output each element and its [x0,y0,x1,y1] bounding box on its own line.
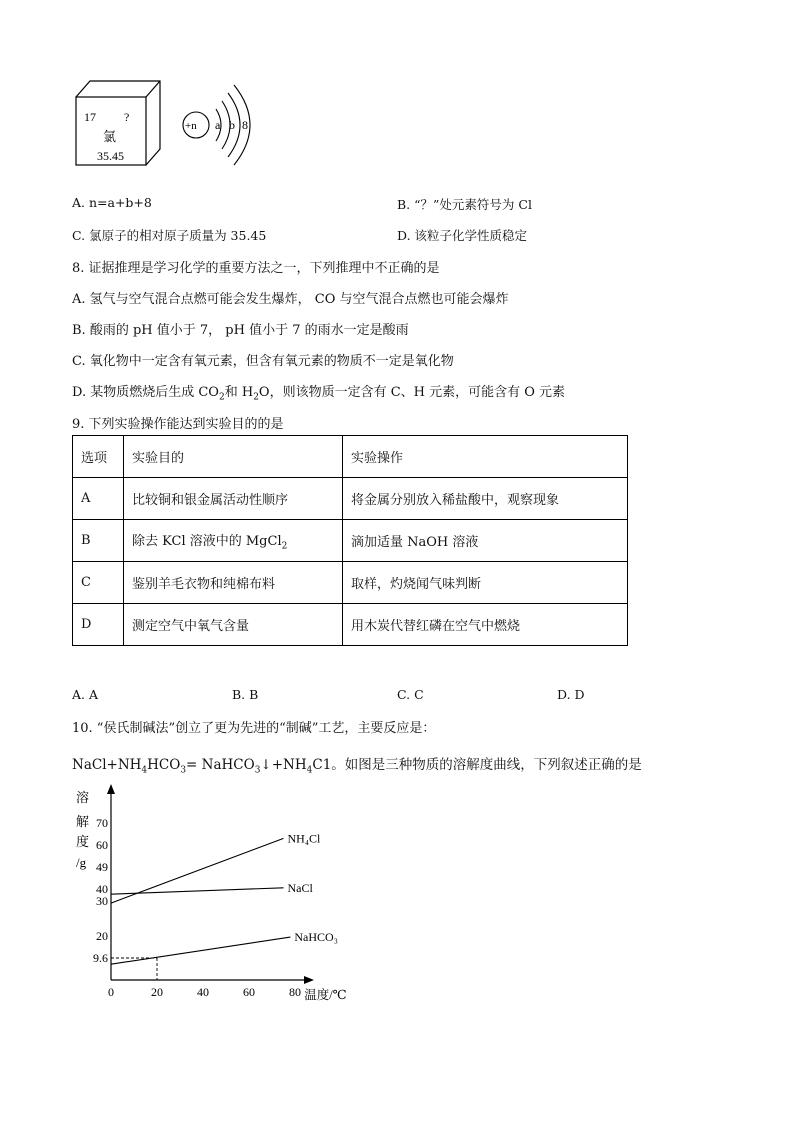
element-figure [70,75,270,175]
y-tick-label: 70 [96,816,108,830]
q8-option-a: A. 氢气与空气混合点燃可能会发生爆炸， CO 与空气混合点燃也可能会爆炸 [72,292,509,307]
element-name: 氯 [103,129,117,144]
q8-stem: 8. 证据推理是学习化学的重要方法之一，下列推理中不正确的是 [72,261,440,276]
table-row [73,520,628,562]
q8-option-d: D. 某物质燃烧后生成 $CO_2$和 $H_2O$，则该物质一定含有 C、H 元素，可能含有 O 元素 [72,385,566,403]
x-tick-label: 20 [151,985,163,999]
q10-equation: $NaCl+NH_4HCO_3=$ $NaHCO_3↓+NH_4C1$。如图是三种物质的溶解度曲线，下列叙述正确的是 [72,757,642,776]
y-axis-label: 溶 [76,790,90,805]
q8-option-b: B. 酸雨的 pH 值小于 7， pH 值小于 7 的雨水一定是酸雨 [72,323,409,338]
x-axis-arrow [304,976,314,984]
y-tick-label: 40 [96,882,108,896]
row-operation: 用木炭代替红磷在空气中燃烧 [343,604,628,646]
y-axis-label: 度 [76,834,90,849]
x-tick-label: 40 [197,985,209,999]
row-operation: 取样，灼烧闻气味判断 [343,562,628,604]
row-option: A [73,478,124,520]
relative-mass: 35.45 [97,149,124,163]
series-label-nh4cl: NH₄Cl [287,831,321,846]
q7-option-d: D. 该粒子化学性质稳定 [397,228,528,243]
element-symbol: ? [124,110,130,124]
y-axis-label: 解 [76,814,90,829]
q10-stem: 10. “侯氏制碱法”创立了更为先进的“制碱”工艺，主要反应是： [72,721,436,736]
atomic-number: 17 [84,110,96,124]
solubility-chart [66,780,366,1010]
header-operation: 实验操作 [343,436,628,478]
chart-labels [76,790,347,1002]
q9-answer-a: A. A [72,687,99,702]
row-option: C [73,562,124,604]
q7-option-c: C. 氯原子的相对原子质量为 35.45 [72,228,267,243]
q9-answer-b: B. B [232,687,259,702]
x-tick-label: 60 [243,985,255,999]
x-tick-label: 0 [108,985,114,999]
series-label-nacl: NaCl [287,880,313,895]
x-tick-label: 80 [289,985,301,999]
y-axis-label: /g [76,855,87,870]
row-purpose: 比较铜和银金属活动性顺序 [124,478,343,520]
q9-answer-c: C. C [397,687,424,702]
row-operation: 将金属分别放入稀盐酸中，观察现象 [343,478,628,520]
row-purpose: 测定空气中氧气含量 [124,604,343,646]
table-row [73,604,628,646]
row-option: B [73,520,124,562]
chart-axes [107,784,314,984]
nucleus-charge: +n [185,120,197,132]
header-purpose: 实验目的 [124,436,343,478]
q9-stem: 9. 下列实验操作能达到实验目的的是 [72,417,284,432]
table-header-row [73,436,628,478]
y-tick-label: 9.6 [93,951,108,965]
q8-option-c: C. 氧化物中一定含有氧元素，但含有氧元素的物质不一定是氧化物 [72,354,454,369]
table-row [73,478,628,520]
q7-option-a: A. n=a+b+8 [72,195,152,210]
y-tick-label: 60 [96,838,108,852]
shell-3-electrons: 8 [242,118,248,132]
series-line-nacl [111,888,284,894]
header-option: 选项 [73,436,124,478]
shell-2-electrons: b [229,118,235,132]
table-row [73,562,628,604]
series-label-nahco3: NaHCO₃ [294,930,338,945]
x-axis-label: 温度/℃ [304,988,347,1002]
q7-option-b: B. “？”处元素符号为 Cl [397,197,532,212]
y-tick-label: 30 [96,894,108,908]
row-purpose: 鉴别羊毛衣物和纯棉布料 [124,562,343,604]
y-tick-label: 20 [96,929,108,943]
row-operation: 滴加适量 NaOH 溶液 [343,520,628,562]
y-axis-arrow [107,784,115,794]
experiment-table [72,435,628,646]
row-purpose: 除去 KCl 溶液中的 MgCl$_2$ [124,520,343,562]
chart-marks [111,838,290,980]
q9-answer-d: D. D [557,687,585,702]
series-line-nahco3 [111,937,290,964]
shell-1-electrons: a [215,118,221,132]
y-tick-label: 49 [96,860,108,874]
row-option: D [73,604,124,646]
